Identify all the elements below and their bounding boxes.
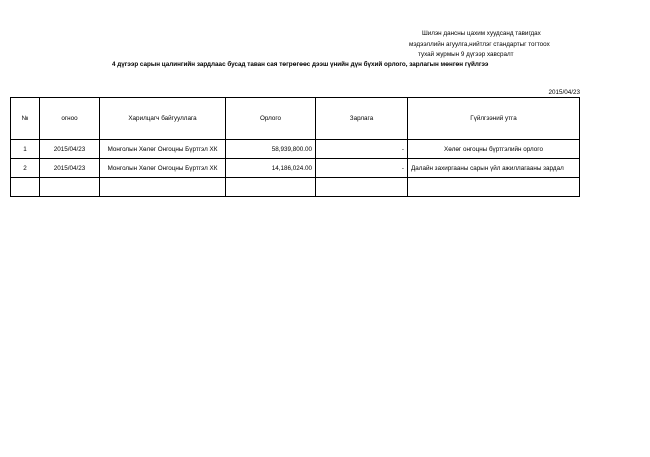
- cell-number: 2: [11, 159, 40, 178]
- cell-counterparty: Монголын Хөлөг Онгоцны Бүртгэл ХК: [100, 159, 226, 178]
- cell-counterparty: Монголын Хөлөг Онгоцны Бүртгэл ХК: [100, 140, 226, 159]
- header-line-3: тухай журмын 9 дүгээр хавсралт: [418, 51, 514, 58]
- header-line-2: мэдээллийн агуулга,нийтлэг стандартыг тогтоох: [409, 41, 550, 48]
- cell-income: 14,186,024.00: [226, 159, 316, 178]
- report-date: 2015/04/23: [548, 89, 580, 96]
- col-header-expense: Зарлага: [316, 98, 408, 140]
- cell-expense: -: [316, 159, 408, 178]
- cell-number: [11, 178, 40, 197]
- cell-expense: [316, 178, 408, 197]
- table-header-row: [11, 98, 580, 140]
- cell-counterparty: [100, 178, 226, 197]
- cell-income: 58,939,800.00: [226, 140, 316, 159]
- cell-purpose: [408, 178, 580, 197]
- cell-date: [40, 178, 100, 197]
- cell-purpose: Далайн захиргааны сарын үйл ажиллагааны зардал: [408, 159, 580, 178]
- header-line-1: Шилэн дансны цахим хуудсанд тавигдах: [422, 30, 541, 37]
- table-row: [11, 140, 580, 159]
- col-header-number: №: [11, 98, 40, 140]
- col-header-purpose: Гүйлгээний утга: [408, 98, 580, 140]
- table-row: [11, 159, 580, 178]
- report-title: 4 дүгээр сарын цалингийн зардлаас бусад таван сая төгрөгөөс дээш үнийн дүн бүхий орлого, зарлагын мөнгөн гүйлгээ: [112, 61, 489, 68]
- cell-date: 2015/04/23: [40, 140, 100, 159]
- col-header-income: Орлого: [226, 98, 316, 140]
- cell-income: [226, 178, 316, 197]
- transactions-table: [10, 97, 580, 197]
- cell-date: 2015/04/23: [40, 159, 100, 178]
- cell-expense: -: [316, 140, 408, 159]
- cell-purpose: Хөлөг онгоцны бүртгэлийн орлого: [408, 140, 580, 159]
- col-header-counterparty: Харилцагч байгууллага: [100, 98, 226, 140]
- cell-number: 1: [11, 140, 40, 159]
- table-row-empty: [11, 178, 580, 197]
- col-header-date: огноо: [40, 98, 100, 140]
